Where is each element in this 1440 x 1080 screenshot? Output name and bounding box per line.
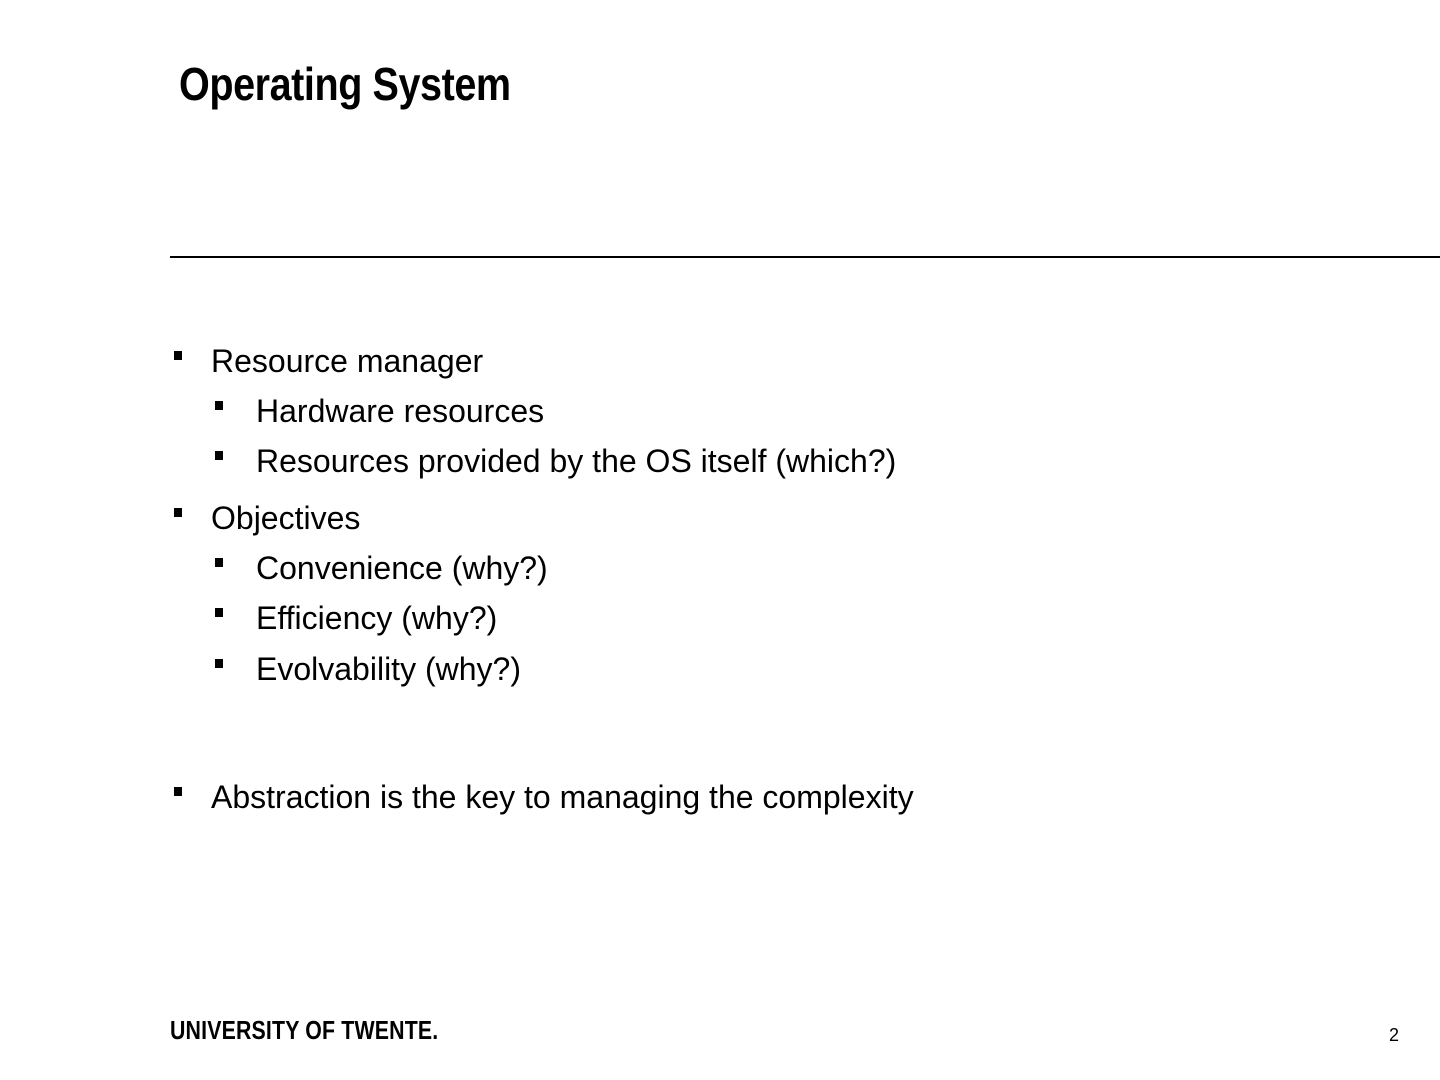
- square-bullet-icon: [215, 608, 223, 617]
- square-bullet-icon: [174, 508, 182, 517]
- bullet-abstraction: [211, 777, 914, 817]
- bullet-objectives: [211, 498, 360, 538]
- bullet-text: Resources provided by the OS itself (which?): [256, 443, 897, 479]
- bullet-text: Resource manager: [211, 343, 484, 379]
- bullet-text: Evolvability (why?): [256, 651, 521, 687]
- square-bullet-icon: [215, 659, 223, 668]
- square-bullet-icon: [174, 351, 182, 360]
- sub-bullet-os-resources: [256, 441, 896, 481]
- bullet-text: Hardware resources: [256, 393, 545, 429]
- sub-bullet-evolvability: [256, 649, 521, 689]
- bullet-text: Objectives: [211, 500, 361, 536]
- square-bullet-icon: [174, 787, 182, 796]
- bullet-text: Efficiency (why?): [256, 600, 498, 636]
- square-bullet-icon: [215, 451, 223, 460]
- square-bullet-icon: [215, 401, 223, 410]
- page-number: 2: [1388, 1025, 1399, 1045]
- sub-bullet-hardware-resources: [256, 391, 544, 431]
- bullet-resource-manager: [211, 341, 483, 381]
- sub-bullet-efficiency: [256, 598, 497, 638]
- university-logo: UNIVERSITY OF TWENTE.: [170, 1015, 439, 1045]
- bullet-text: Abstraction is the key to managing the complexity: [211, 779, 914, 815]
- bullet-text: Convenience (why?): [256, 550, 548, 586]
- slide-title: Operating System: [179, 58, 511, 110]
- square-bullet-icon: [215, 558, 223, 567]
- title-divider: [170, 256, 1440, 258]
- sub-bullet-convenience: [256, 548, 548, 588]
